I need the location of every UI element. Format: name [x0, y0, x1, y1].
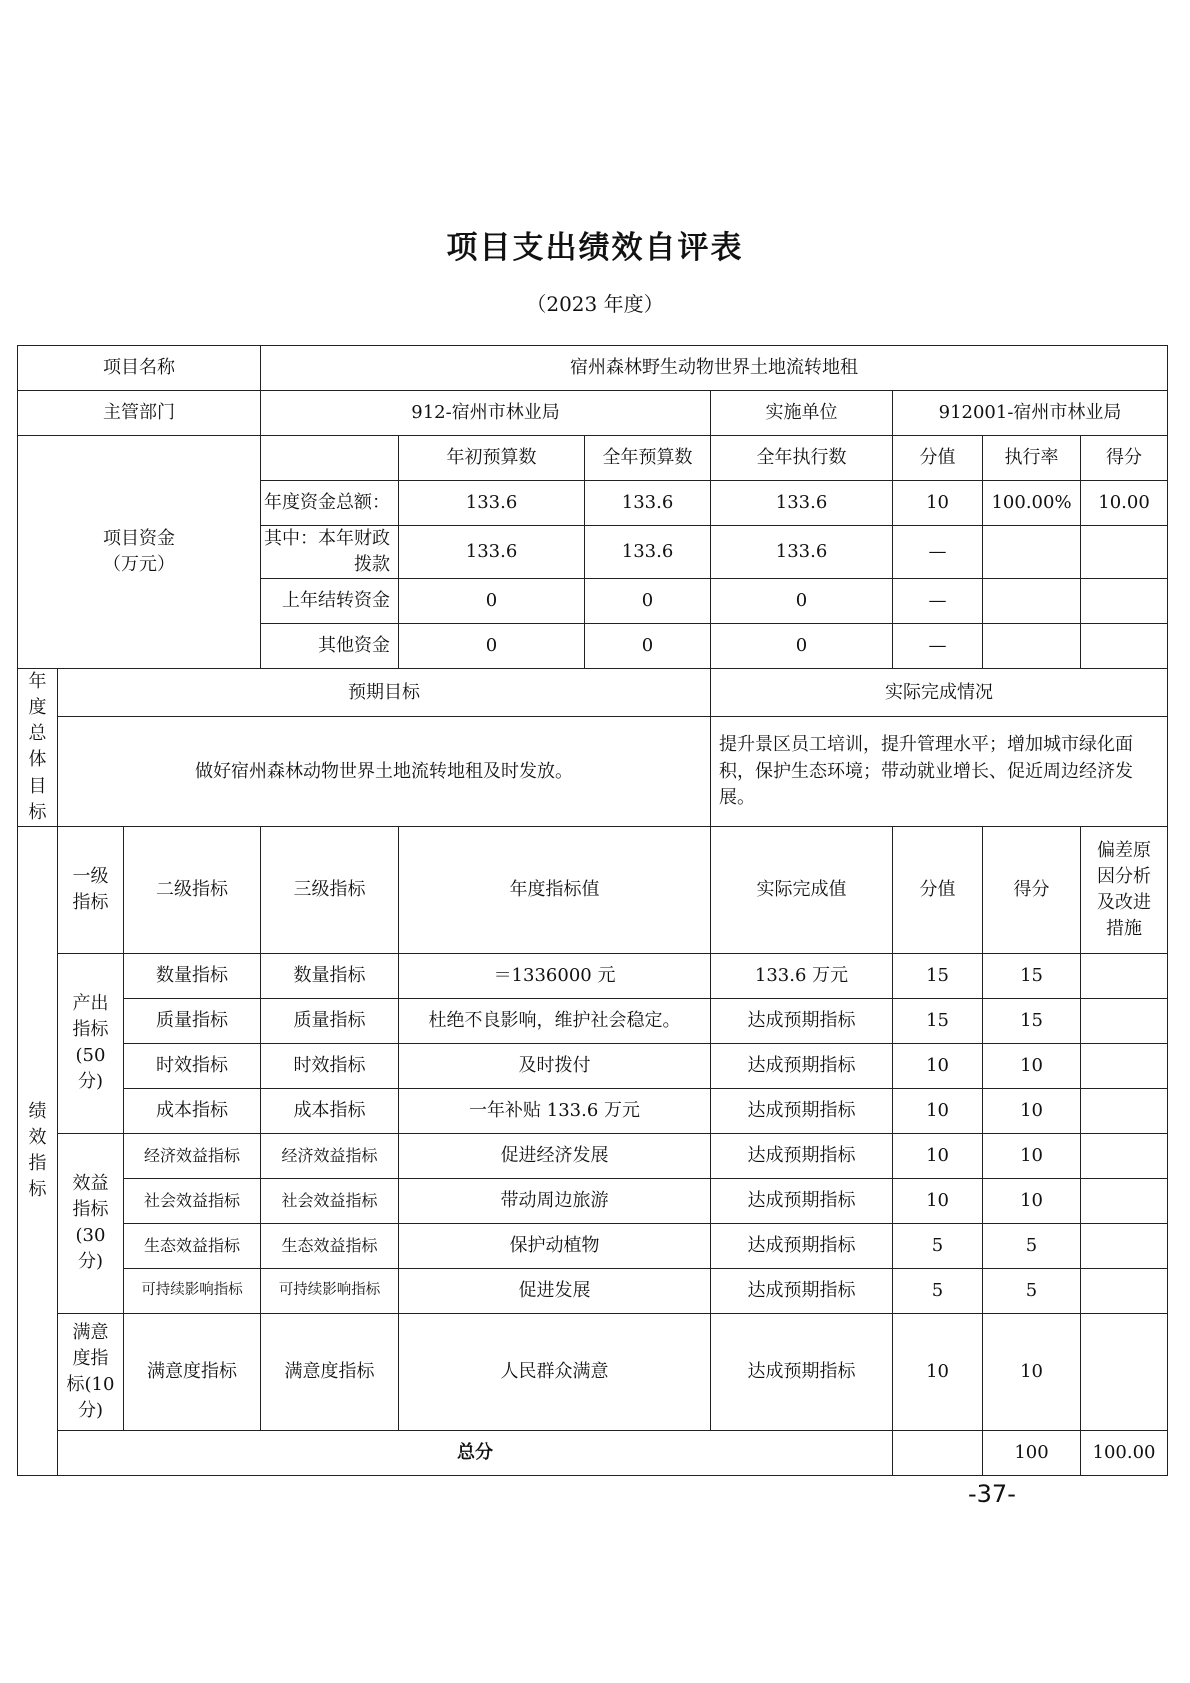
form-subtitle: （2023 年度）	[526, 292, 664, 316]
funds-header-row	[18, 436, 1168, 481]
score-cell: 15	[983, 953, 1081, 998]
level2-header: 二级指标	[124, 826, 261, 953]
actual-value-cell: 达成预期指标	[711, 1133, 893, 1178]
funds-score: 10.00	[1081, 481, 1168, 526]
level1-header: 一级 指标	[58, 826, 124, 953]
score-value-cell: 10	[893, 1178, 983, 1223]
actual-completion-text: 提升景区员工培训，提升管理水平；增加城市绿化面积，保护生态环境；带动就业增长、促近周边经济发展。	[711, 717, 1168, 826]
funds-initial: 0	[399, 579, 585, 624]
total-score: 100.00	[1081, 1430, 1168, 1475]
funds-header-score: 得分	[1081, 436, 1168, 481]
total-actual-value	[893, 1430, 983, 1475]
funds-label-line2: （万元）	[103, 554, 175, 576]
total-row	[18, 1430, 1168, 1475]
level2-cell: 成本指标	[124, 1088, 261, 1133]
funds-rate	[983, 526, 1081, 579]
actual-value-cell: 达成预期指标	[711, 1223, 893, 1268]
funds-label-line1: 项目资金	[103, 528, 175, 549]
level2-cell: 满意度指标	[124, 1313, 261, 1430]
actual-value-cell: 达成预期指标	[711, 1313, 893, 1430]
indicator-row	[18, 1313, 1168, 1430]
goal-header-row	[18, 669, 1168, 717]
project-name-value: 宿州森林野生动物世界土地流转地租	[261, 346, 1168, 391]
score-value-cell: 15	[893, 953, 983, 998]
funds-executed: 0	[711, 579, 893, 624]
funds-header-initial: 年初预算数	[399, 436, 585, 481]
expected-goal-text: 做好宿州森林动物世界土地流转地租及时发放。	[58, 717, 711, 826]
level3-cell: 经济效益指标	[261, 1133, 399, 1178]
total-label: 总分	[58, 1430, 893, 1475]
goal-content-row	[18, 717, 1168, 826]
deviation-cell	[1081, 998, 1168, 1043]
deviation-cell	[1081, 1313, 1168, 1430]
funds-header-annual: 全年预算数	[585, 436, 711, 481]
level3-cell: 成本指标	[261, 1088, 399, 1133]
score-value-cell: 10	[893, 1088, 983, 1133]
actual-value-cell: 达成预期指标	[711, 1043, 893, 1088]
total-score-value: 100	[983, 1430, 1081, 1475]
funds-rate	[983, 624, 1081, 669]
level3-cell: 生态效益指标	[261, 1223, 399, 1268]
funds-score-value: —	[893, 579, 983, 624]
indicator-row	[18, 953, 1168, 998]
deviation-cell	[1081, 1088, 1168, 1133]
level2-cell: 经济效益指标	[124, 1133, 261, 1178]
funds-score-value: —	[893, 624, 983, 669]
funds-score-value: 10	[893, 481, 983, 526]
level2-cell: 质量指标	[124, 998, 261, 1043]
deviation-cell	[1081, 953, 1168, 998]
score-cell: 10	[983, 1043, 1081, 1088]
form-title: 项目支出绩效自评表	[446, 230, 744, 266]
level2-cell: 数量指标	[124, 953, 261, 998]
deviation-cell	[1081, 1268, 1168, 1313]
level3-cell: 满意度指标	[261, 1313, 399, 1430]
satisfaction-group-label: 满意 度指 标(10 分)	[58, 1313, 124, 1430]
score-cell: 10	[983, 1088, 1081, 1133]
annual-value-cell: 一年补贴 133.6 万元	[399, 1088, 711, 1133]
level2-cell: 社会效益指标	[124, 1178, 261, 1223]
funds-header-blank	[261, 436, 399, 481]
score-value-cell: 10	[893, 1133, 983, 1178]
score-value-cell: 5	[893, 1223, 983, 1268]
level3-cell: 数量指标	[261, 953, 399, 998]
score-cell: 15	[983, 998, 1081, 1043]
annual-value-cell: 杜绝不良影响，维护社会稳定。	[399, 998, 711, 1043]
funds-annual: 0	[585, 624, 711, 669]
department-row	[18, 391, 1168, 436]
annual-value-cell: 带动周边旅游	[399, 1178, 711, 1223]
level2-cell: 时效指标	[124, 1043, 261, 1088]
funds-initial: 0	[399, 624, 585, 669]
project-name-row	[18, 346, 1168, 391]
indicator-header-row	[18, 826, 1168, 953]
annual-value-cell: 及时拨付	[399, 1043, 711, 1088]
level2-cell: 可持续影响指标	[124, 1268, 261, 1313]
level3-cell: 可持续影响指标	[261, 1268, 399, 1313]
funds-initial: 133.6	[399, 481, 585, 526]
funds-executed: 133.6	[711, 481, 893, 526]
score-value-cell: 5	[893, 1268, 983, 1313]
actual-completion-label: 实际完成情况	[711, 669, 1168, 717]
deviation-cell	[1081, 1223, 1168, 1268]
level3-cell: 社会效益指标	[261, 1178, 399, 1223]
funds-row-label: 年度资金总额：	[261, 481, 399, 526]
score-value-header: 分值	[893, 826, 983, 953]
score-cell: 10	[983, 1133, 1081, 1178]
actual-value-cell: 达成预期指标	[711, 1268, 893, 1313]
annual-value-header: 年度指标值	[399, 826, 711, 953]
funds-annual: 0	[585, 579, 711, 624]
indicator-row	[18, 1043, 1168, 1088]
indicator-row	[18, 998, 1168, 1043]
deviation-cell	[1081, 1133, 1168, 1178]
expected-goal-label: 预期目标	[58, 669, 711, 717]
funds-initial: 133.6	[399, 526, 585, 579]
funds-executed: 0	[711, 624, 893, 669]
actual-value-cell: 达成预期指标	[711, 1088, 893, 1133]
annual-value-cell: 人民群众满意	[399, 1313, 711, 1430]
actual-value-cell: 达成预期指标	[711, 998, 893, 1043]
funds-row-label: 其他资金	[261, 624, 399, 669]
funds-header-executed: 全年执行数	[711, 436, 893, 481]
performance-side-label: 绩 效 指 标	[18, 826, 58, 1475]
funds-rate	[983, 579, 1081, 624]
level3-cell: 时效指标	[261, 1043, 399, 1088]
level2-cell: 生态效益指标	[124, 1223, 261, 1268]
annual-value-cell: 促进发展	[399, 1268, 711, 1313]
funds-score	[1081, 526, 1168, 579]
output-group-label: 产出 指标 (50 分)	[58, 953, 124, 1133]
actual-value-header: 实际完成值	[711, 826, 893, 953]
funds-label	[18, 436, 261, 669]
annual-value-cell: 保护动植物	[399, 1223, 711, 1268]
funds-score	[1081, 624, 1168, 669]
indicator-row	[18, 1223, 1168, 1268]
annual-value-cell: ＝1336000 元	[399, 953, 711, 998]
benefit-group-label: 效益 指标 (30 分)	[58, 1133, 124, 1313]
deviation-header: 偏差原 因分析 及改进 措施	[1081, 826, 1168, 953]
self-evaluation-table	[17, 345, 1168, 1476]
funds-annual: 133.6	[585, 526, 711, 579]
score-header: 得分	[983, 826, 1081, 953]
annual-value-cell: 促进经济发展	[399, 1133, 711, 1178]
indicator-row	[18, 1088, 1168, 1133]
funds-row-label: 其中：本年财政拨款	[261, 526, 399, 579]
actual-value-cell: 达成预期指标	[711, 1178, 893, 1223]
score-cell: 10	[983, 1178, 1081, 1223]
score-cell: 5	[983, 1223, 1081, 1268]
funds-rate: 100.00%	[983, 481, 1081, 526]
score-cell: 5	[983, 1268, 1081, 1313]
level3-header: 三级指标	[261, 826, 399, 953]
funds-header-rate: 执行率	[983, 436, 1081, 481]
deviation-cell	[1081, 1178, 1168, 1223]
funds-executed: 133.6	[711, 526, 893, 579]
indicator-row	[18, 1133, 1168, 1178]
dept-value: 912-宿州市林业局	[261, 391, 711, 436]
score-value-cell: 10	[893, 1043, 983, 1088]
annual-goal-side-label: 年 度 总 体 目 标	[18, 669, 58, 827]
impl-label: 实施单位	[711, 391, 893, 436]
level3-cell: 质量指标	[261, 998, 399, 1043]
indicator-row	[18, 1178, 1168, 1223]
funds-row-label: 上年结转资金	[261, 579, 399, 624]
dept-label: 主管部门	[18, 391, 261, 436]
funds-score	[1081, 579, 1168, 624]
deviation-cell	[1081, 1043, 1168, 1088]
score-value-cell: 10	[893, 1313, 983, 1430]
funds-header-score-value: 分值	[893, 436, 983, 481]
funds-annual: 133.6	[585, 481, 711, 526]
indicator-row	[18, 1268, 1168, 1313]
score-value-cell: 15	[893, 998, 983, 1043]
impl-value: 912001-宿州市林业局	[893, 391, 1168, 436]
actual-value-cell: 133.6 万元	[711, 953, 893, 998]
page-number: -37-	[968, 1480, 1016, 1508]
score-cell: 10	[983, 1313, 1081, 1430]
funds-score-value: —	[893, 526, 983, 579]
project-name-label: 项目名称	[18, 346, 261, 391]
